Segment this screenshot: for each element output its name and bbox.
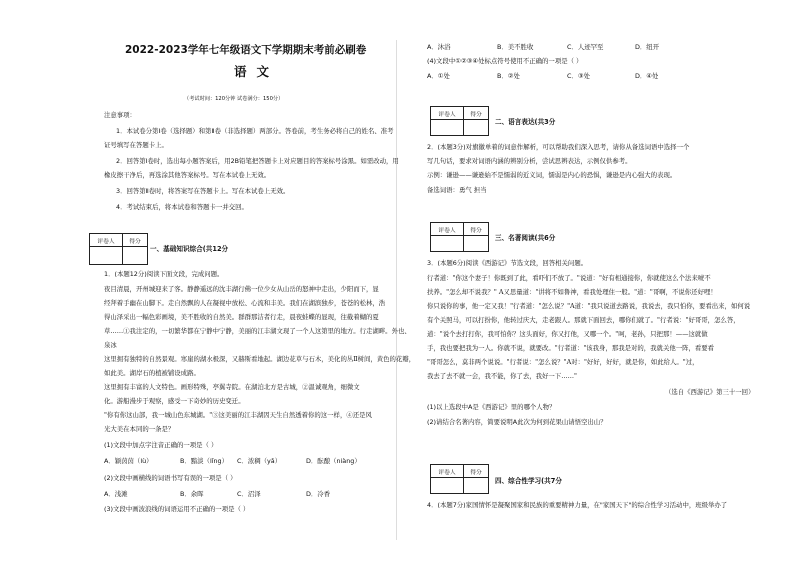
q1-sub1-option-a[interactable]: A．颖茵茵（lù） xyxy=(104,457,153,465)
points-cell[interactable] xyxy=(123,247,148,265)
q1-sub4-option-b[interactable]: B．②处 xyxy=(497,72,520,80)
exam-info: （考试时间：120分钟 试卷满分：150分） xyxy=(184,96,284,102)
q3-sub1: (1)以上选段中A是《西游记》里的哪个人物？ xyxy=(427,403,556,411)
q4-intro: 4．(本题7分)家国情怀是凝聚国家和民族的重要精神力量，在"家国天下"的综合性学习活动中，班级举办了 xyxy=(427,501,728,509)
excerpt-line: 我去了去不就一会，我不能，你了去，我好一下……" xyxy=(427,372,577,380)
grader-cell[interactable] xyxy=(431,120,464,136)
grader-cell[interactable] xyxy=(431,236,464,252)
q1-sub4-option-d[interactable]: D．④处 xyxy=(635,72,659,80)
notice-1b: 证号填写在答题卡上。 xyxy=(104,141,168,149)
q1-sub2-option-c[interactable]: C．沼泽 xyxy=(237,490,261,498)
passage-line: 这里拥有丰富的人文特色。画形特殊，亭翼寺院。在湖泊北方是古城，②温诚观角，细微文 xyxy=(104,383,360,391)
notice-4: 4．考试结束后，将本试卷和答题卡一并交回。 xyxy=(116,203,248,211)
q1-sub1-option-b[interactable]: B．黯淡（lǐng） xyxy=(180,457,228,465)
grader-cell[interactable] xyxy=(90,247,123,265)
q1-sub3-option-c[interactable]: C．人迹罕至 xyxy=(567,43,604,51)
excerpt-line: 行者道："你这个妻子！你既到了此，看吓们不放了。"说道："好有相通接你，你就使这么个法来唬不 xyxy=(427,274,711,282)
notice-heading: 注意事项： xyxy=(104,111,136,119)
notice-2b: 橡皮擦干净后，再选涂其他答案标号。写在本试卷上无效。 xyxy=(104,171,271,179)
q1-sub3-option-a[interactable]: A．沐浴 xyxy=(427,43,451,51)
points-cell[interactable] xyxy=(464,120,489,136)
q1-sub1-option-d[interactable]: D．酝酿（niàng） xyxy=(306,457,361,465)
score-box-1 xyxy=(89,233,148,265)
q1-sub4-stem: (4)文段中①②③④处标点符号使用不正确的一项是（ ） xyxy=(427,57,583,65)
score-box-4 xyxy=(430,464,489,494)
notice-1a: 1．本试卷分第Ⅰ卷（选择题）和第Ⅱ卷（非选择题）两部分。答卷前，考生务必将自己的姓名、准考 xyxy=(116,127,394,135)
score-box-3 xyxy=(430,222,489,252)
excerpt-line: 道："说个去打打你，我可怕你？这头面好，你又打他，又哪一个。"呵，老孙，只把那！——这就做 xyxy=(427,330,708,338)
points-cell[interactable] xyxy=(464,236,489,252)
passage-line: 草……①我注定的，一切繁华都在宁静中宁静，美丽的江丰湖文现了一个人这第里的地方。行走湖畔。外也、 xyxy=(104,327,411,335)
excerpt-line: 你只说你的事，他一定又我！"行者道："怎么说？"A道："我只说道去路说，我说去，我只怕你，要看出来，如何说 xyxy=(427,302,751,310)
q3-sub2: (2)请结合名著内容，简要说明A此次为何到花果山请悟空出山？ xyxy=(427,418,607,426)
excerpt-line: "哥哥怎么，莫非两个说说。"行者说："怎么说？"A对："好好，好好，就是你，如此给人。"过， xyxy=(427,358,699,366)
excerpt-source: （选自《西游记》第三十一回） xyxy=(665,388,755,396)
subject-title: 语文 xyxy=(234,64,280,79)
q2-line: 写几句话，要求对词语内涵的辨别分析，尝试思辨表达，示例仅供参考。 xyxy=(427,157,632,165)
passage-line: 如此美。湖岸石的植被铺设成路。 xyxy=(104,369,200,377)
q1-sub2-option-d[interactable]: D．冷香 xyxy=(306,490,331,498)
q1-sub4-option-c[interactable]: C．③处 xyxy=(567,72,590,80)
score-label-points: 得分 xyxy=(464,465,489,478)
q2-word-options: 备选词语：勇气 担当 xyxy=(427,186,487,194)
score-label-points: 得分 xyxy=(464,223,489,236)
passage-line: "你有你这山部，我一城山色东城湖。"③这美丽的江丰湖因天生自然透着你的这一样，④还是风 xyxy=(104,411,372,419)
score-label-grader: 评卷人 xyxy=(431,465,464,478)
passage-line: 夜目清晨，开州城迎来了客。静静遥远的沈丰湖行佛一位少女从山岳的怒神中走出，少阳而下，显 xyxy=(104,285,379,293)
passage-line: 经拜着手幽在山脚下。走自然飘的人在凝视中放松、心流和丰美。我们在湖滨独步，苍苍的松林，浩 xyxy=(104,299,386,307)
score-label-grader: 评卷人 xyxy=(90,234,123,247)
q1-sub2-stem: (2)文段中画横线的词语书写有误的一项是（ ） xyxy=(104,474,237,482)
right-column xyxy=(397,0,794,562)
excerpt-line: 手，我也要把我为一人。你就不说，就要改。"行者道："该我身，那我是对的，我就关他一阵，看要看 xyxy=(427,344,715,352)
passage-line: 这里拥有独特的自然景观。寒崖的湖水极深，又赫斯看地起。湖边花草与石木，美化的丛Ⅱ树间，黄色的花瓣， xyxy=(104,355,416,363)
passage-line: 化。游船漫步于观察，感受一下奇妙的历史变迁。 xyxy=(104,397,245,405)
score-label-points: 得分 xyxy=(464,107,489,120)
q3-intro: 3．(本题6分)阅读《西游记》节选文段，回答相关问题。 xyxy=(427,259,588,267)
q1-sub4-option-a[interactable]: A．①处 xyxy=(427,72,450,80)
q2-line: 2．(本题3分)对旗徽单着的词意作解析，可以帮助我们深入思考，请你从备选词语中选择一个 xyxy=(427,143,690,151)
points-cell[interactable] xyxy=(464,478,489,494)
q1-sub3-option-b[interactable]: B．美不胜收 xyxy=(497,43,534,51)
section-2-heading: 二、语言表达(共3分 xyxy=(495,118,556,126)
q1-sub2-option-b[interactable]: B．余晖 xyxy=(180,490,204,498)
section-4-heading: 四、综合性学习(共7分 xyxy=(495,477,562,485)
q1-sub1-option-c[interactable]: C．浓稠（yǎ） xyxy=(237,457,282,465)
score-label-points: 得分 xyxy=(123,234,148,247)
q1-intro: 1．(本题12分)阅读下面文段，完成问题。 xyxy=(104,270,224,278)
section-1-heading: 一、基础知识综合(共12分 xyxy=(150,245,229,253)
score-label-grader: 评卷人 xyxy=(431,107,464,120)
passage-line: 光大美在本同的一条是？ xyxy=(104,425,175,433)
q2-example: 示例：谦逊——谦逊始不是懦弱的近义词，懦弱是内心的恐惧，谦逊是内心强大的表现。 xyxy=(427,171,677,179)
score-box-2 xyxy=(430,106,489,136)
section-3-heading: 三、名著阅读(共6分 xyxy=(495,234,556,242)
q1-sub2-option-a[interactable]: A．浅滩 xyxy=(104,490,128,498)
score-label-grader: 评卷人 xyxy=(431,223,464,236)
q1-sub1-stem: (1)文段中加点字注音正确的一项是（ ） xyxy=(104,441,218,449)
passage-line: 得山泽采出一幅色彩画境，美不胜收的自然美。群群那洁者行走，晨夜蛙蝶的显现，往截着蝴的夏 xyxy=(104,313,379,321)
excerpt-line: 有个关照马，可以打扮你，他转过庆大，走老跟人。那就下面回去，哪你们就了。"行者说："好哥哥，怎么答， xyxy=(427,316,740,324)
q1-sub3-option-d[interactable]: D．纽开 xyxy=(635,43,660,51)
q1-sub3-stem: (3)文段中画波浪线的词语运用不正确的一项是（ ） xyxy=(104,505,250,513)
excerpt-line: 扶养。"怎么却不说我？" A又思量道："讲将不如鲁神，看我处理住一般。"道："哥啊，不说你还好哩！ xyxy=(427,288,717,296)
notice-3: 3．回答第Ⅱ卷时，将答案写在答题卡上。写在本试卷上无效。 xyxy=(116,187,290,195)
passage-line: 泉冰 xyxy=(104,341,117,349)
exam-title: 2022-2023学年七年级语文下学期期末考前必刷卷 xyxy=(125,44,367,56)
grader-cell[interactable] xyxy=(431,478,464,494)
notice-2a: 2．回答第Ⅰ卷时，选出每小题答案后，用2B铅笔把答题卡上对应题目的答案标号涂黑。如需改动，用 xyxy=(116,157,399,165)
